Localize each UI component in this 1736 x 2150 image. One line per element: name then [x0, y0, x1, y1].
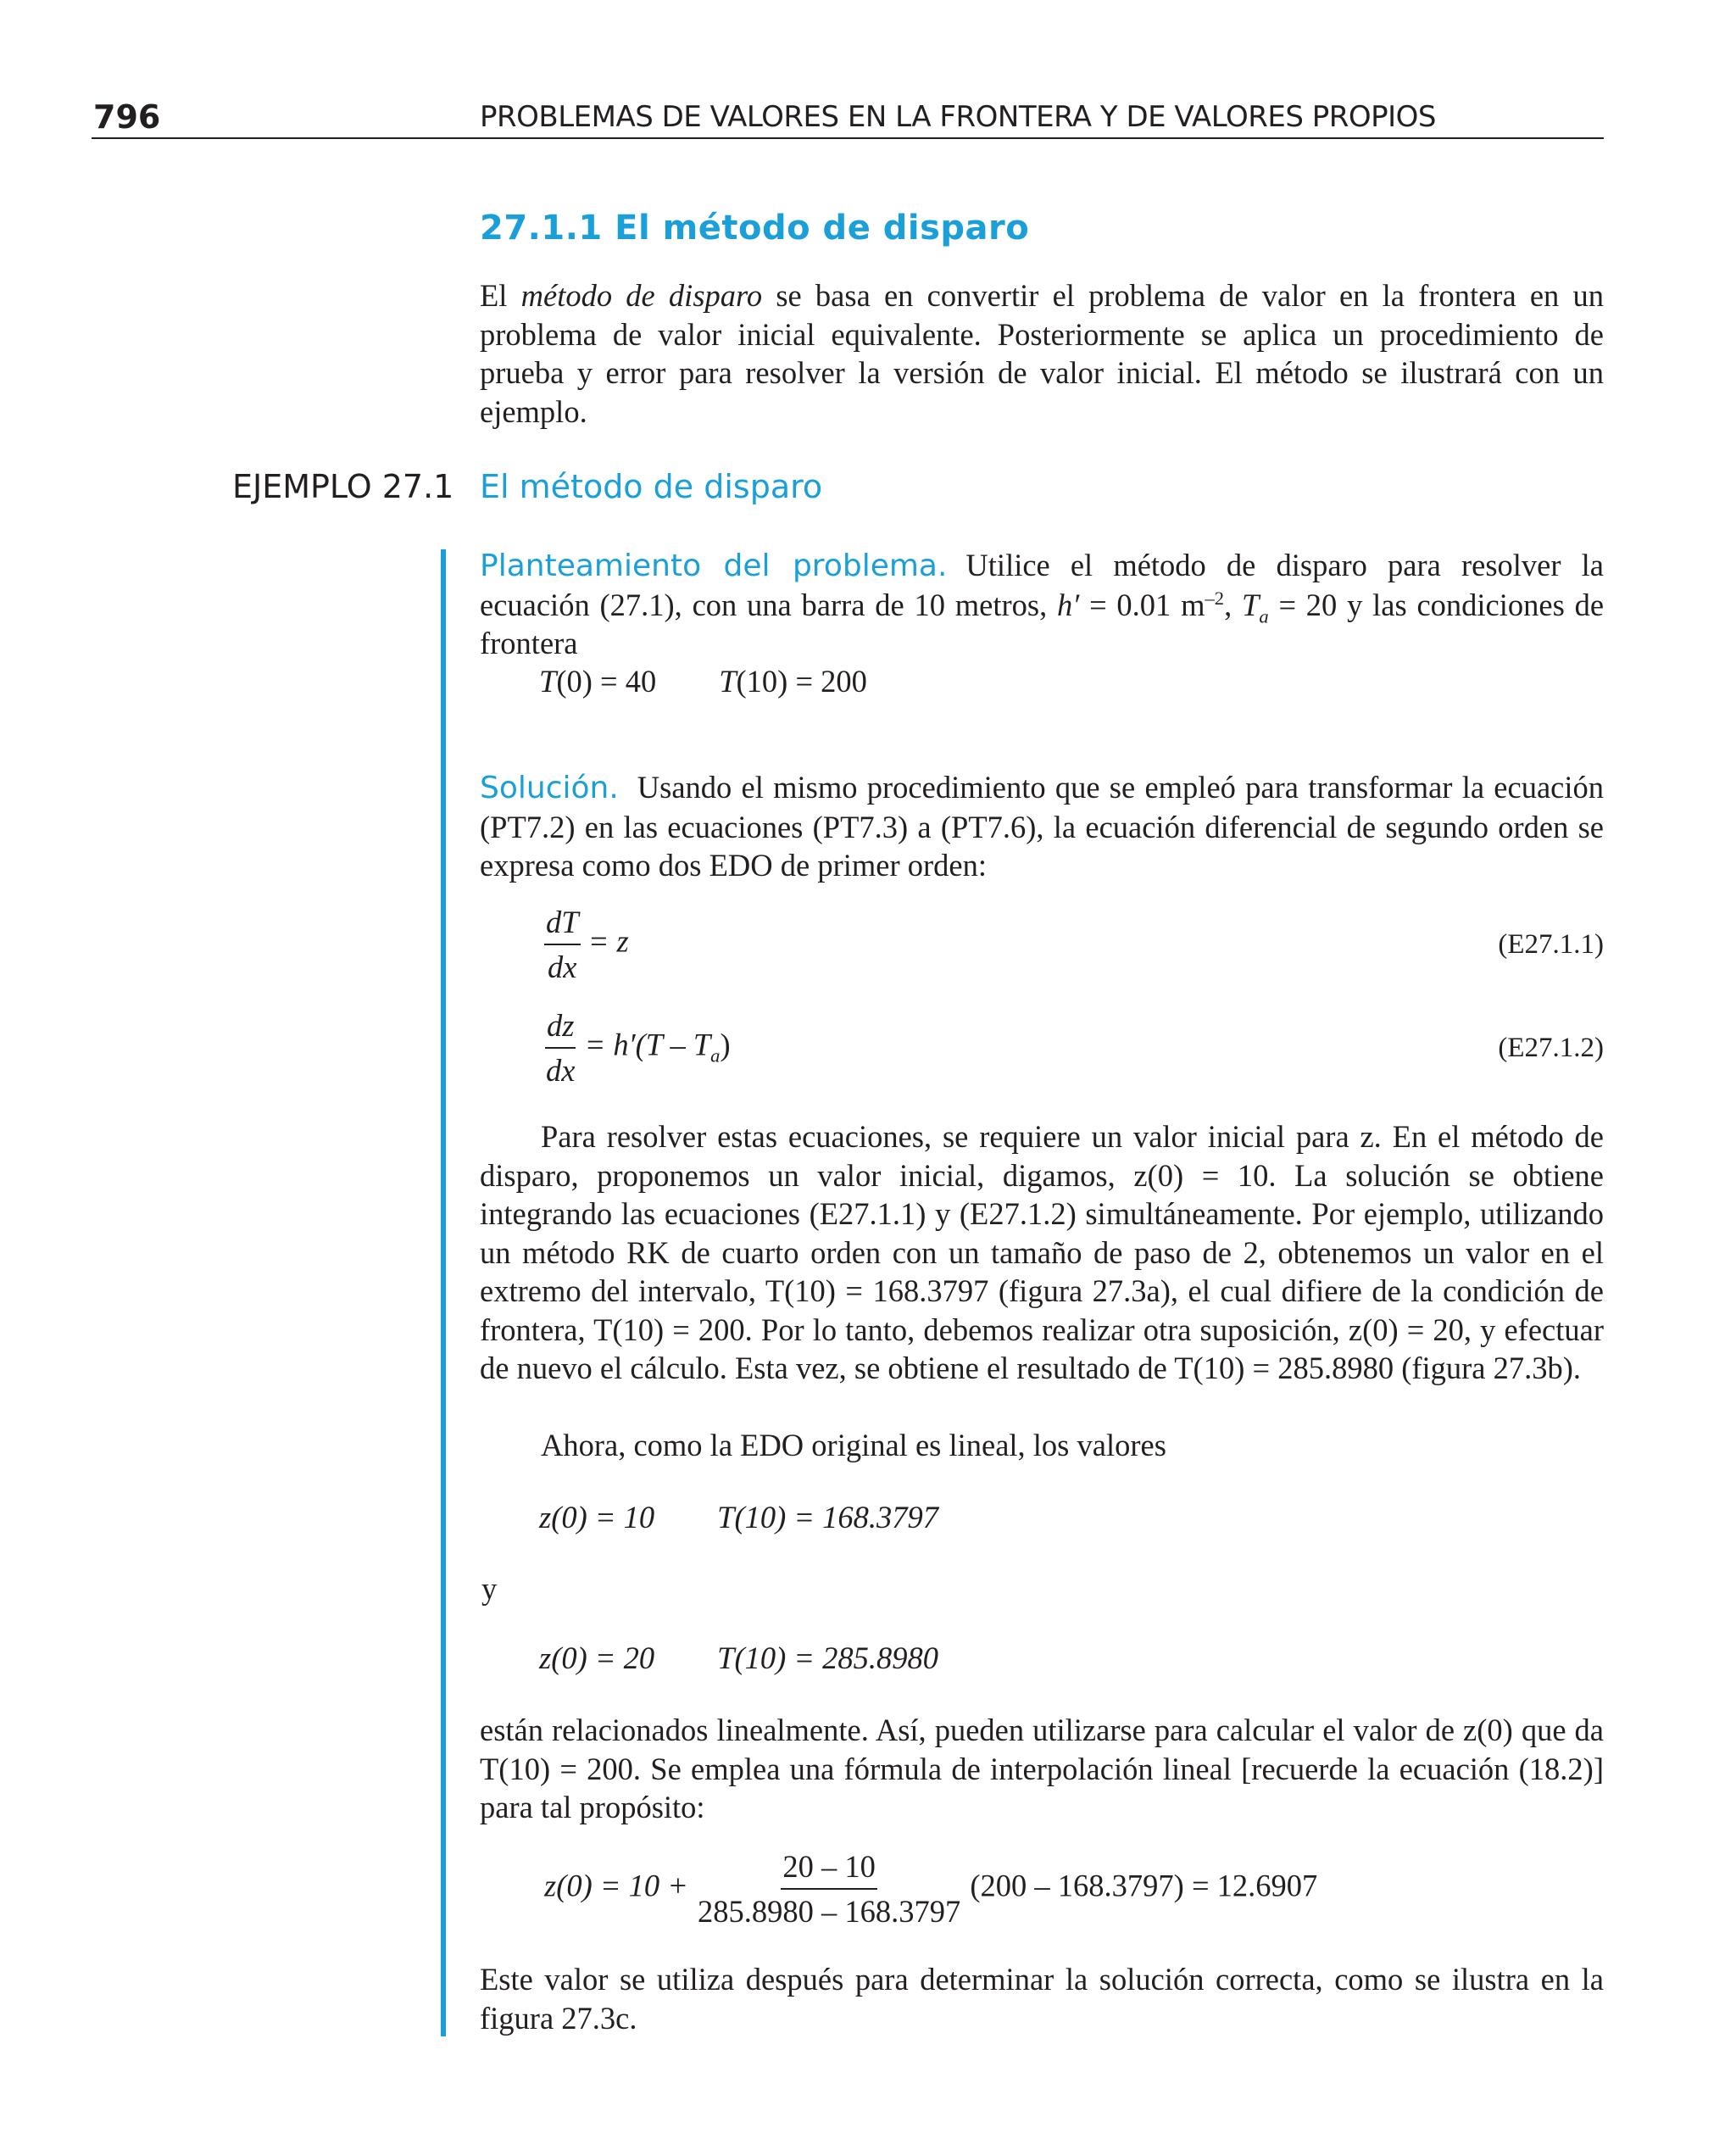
value-pair-1: z(0) = 10 T(10) = 168.3797: [539, 1500, 939, 1535]
problem-statement: Planteamiento del problema. Utilice el método de disparo para resolver la ecuación (27.1), con una barra de 10 metros, h′ = 0.01 $m^{-2}$, $T_a = 20$ y las condiciones de frontera: [480, 548, 1605, 660]
boundary-conditions: T(0) = 40 T(10) = 200: [539, 664, 867, 699]
body-paragraph-1: Para resolver estas ecuaciones, se requiere un valor inicial para z. En el método de disparo, proponemos un valor inicial, digamos, z(0) = 10. La solución se obtiene integrando las ecuaciones (E27.1.1) y (E27.1.2) simultáneamente. Por ejemplo, utilizando un método RK de cuarto orden con un tamaño de paso de 2, obtenemos un valor en el extremo del intervalo, T(10) = 168.3797 (figura 27.3a), el cual difiere de la condición de frontera, T(10) = 200. Por lo tanto, debemos realizar otra suposición, z(0) = 20, y efectuar de nuevo el cálculo. Esta vez, se obtiene el resultado de T(10) = 285.8980 (figura 27.3b).: [480, 1119, 1604, 1385]
value-pair-2: z(0) = 20 T(10) = 285.8980: [539, 1640, 939, 1675]
equation-label-1: (E27.1.1): [1498, 929, 1604, 960]
section-title: 27.1.1 El método de disparo: [480, 209, 1030, 248]
header-rule: [92, 137, 1604, 139]
solution-intro: Solución. Usando el mismo procedimiento que se empleó para transformar la ecuación (PT7.2) en las ecuaciones (PT7.3) a (PT7.6), la ecuación diferencial de segundo orden se expresa como dos EDO de primer orden:: [480, 770, 1604, 883]
page-number: 796: [93, 98, 161, 136]
interpolation-formula: z(0) = 10 + $\frac{20 - 10}{285.8980 - 168.3797}$ (200 – 168.3797) = 12.6907: [544, 1849, 1318, 1929]
example-sidebar-rule: [441, 549, 446, 2036]
equation-e27-1-2: $\frac{dz}{dx}$ = $h'(T - T_a)$: [546, 1008, 731, 1088]
example-title: El método de disparo: [480, 468, 823, 505]
conjunction: y: [481, 1571, 498, 1606]
example-label: EJEMPLO 27.1: [232, 468, 454, 505]
body-paragraph-2: Ahora, como la EDO original es lineal, los valores: [541, 1428, 1166, 1462]
equation-label-2: (E27.1.2): [1498, 1033, 1604, 1063]
equation-e27-1-1: $\frac{dT}{dx}$ = z: [546, 905, 629, 984]
section-intro: El método de disparo se basa en convertir el problema de valor en la frontera en un problema de valor inicial equivalente. Posteriormente se aplica un procedimiento de prueba y error para resolver la versión de valor inicial. El método se ilustrará con un ejemplo.: [480, 278, 1605, 429]
running-head: PROBLEMAS DE VALORES EN LA FRONTERA Y DE VALORES PROPIOS: [480, 100, 1437, 134]
solution-label: Solución.: [480, 771, 619, 805]
body-paragraph-4: Este valor se utiliza después para determinar la solución correcta, como se ilustra en la figura 27.3c.: [480, 1962, 1604, 2036]
problem-label: Planteamiento del problema.: [480, 549, 948, 583]
body-paragraph-3: están relacionados linealmente. Así, pueden utilizarse para calcular el valor de z(0) que da T(10) = 200. Se emplea una fórmula de interpolación lineal [recuerde la ecuación (18.2)] para tal propósito:: [480, 1713, 1604, 1824]
